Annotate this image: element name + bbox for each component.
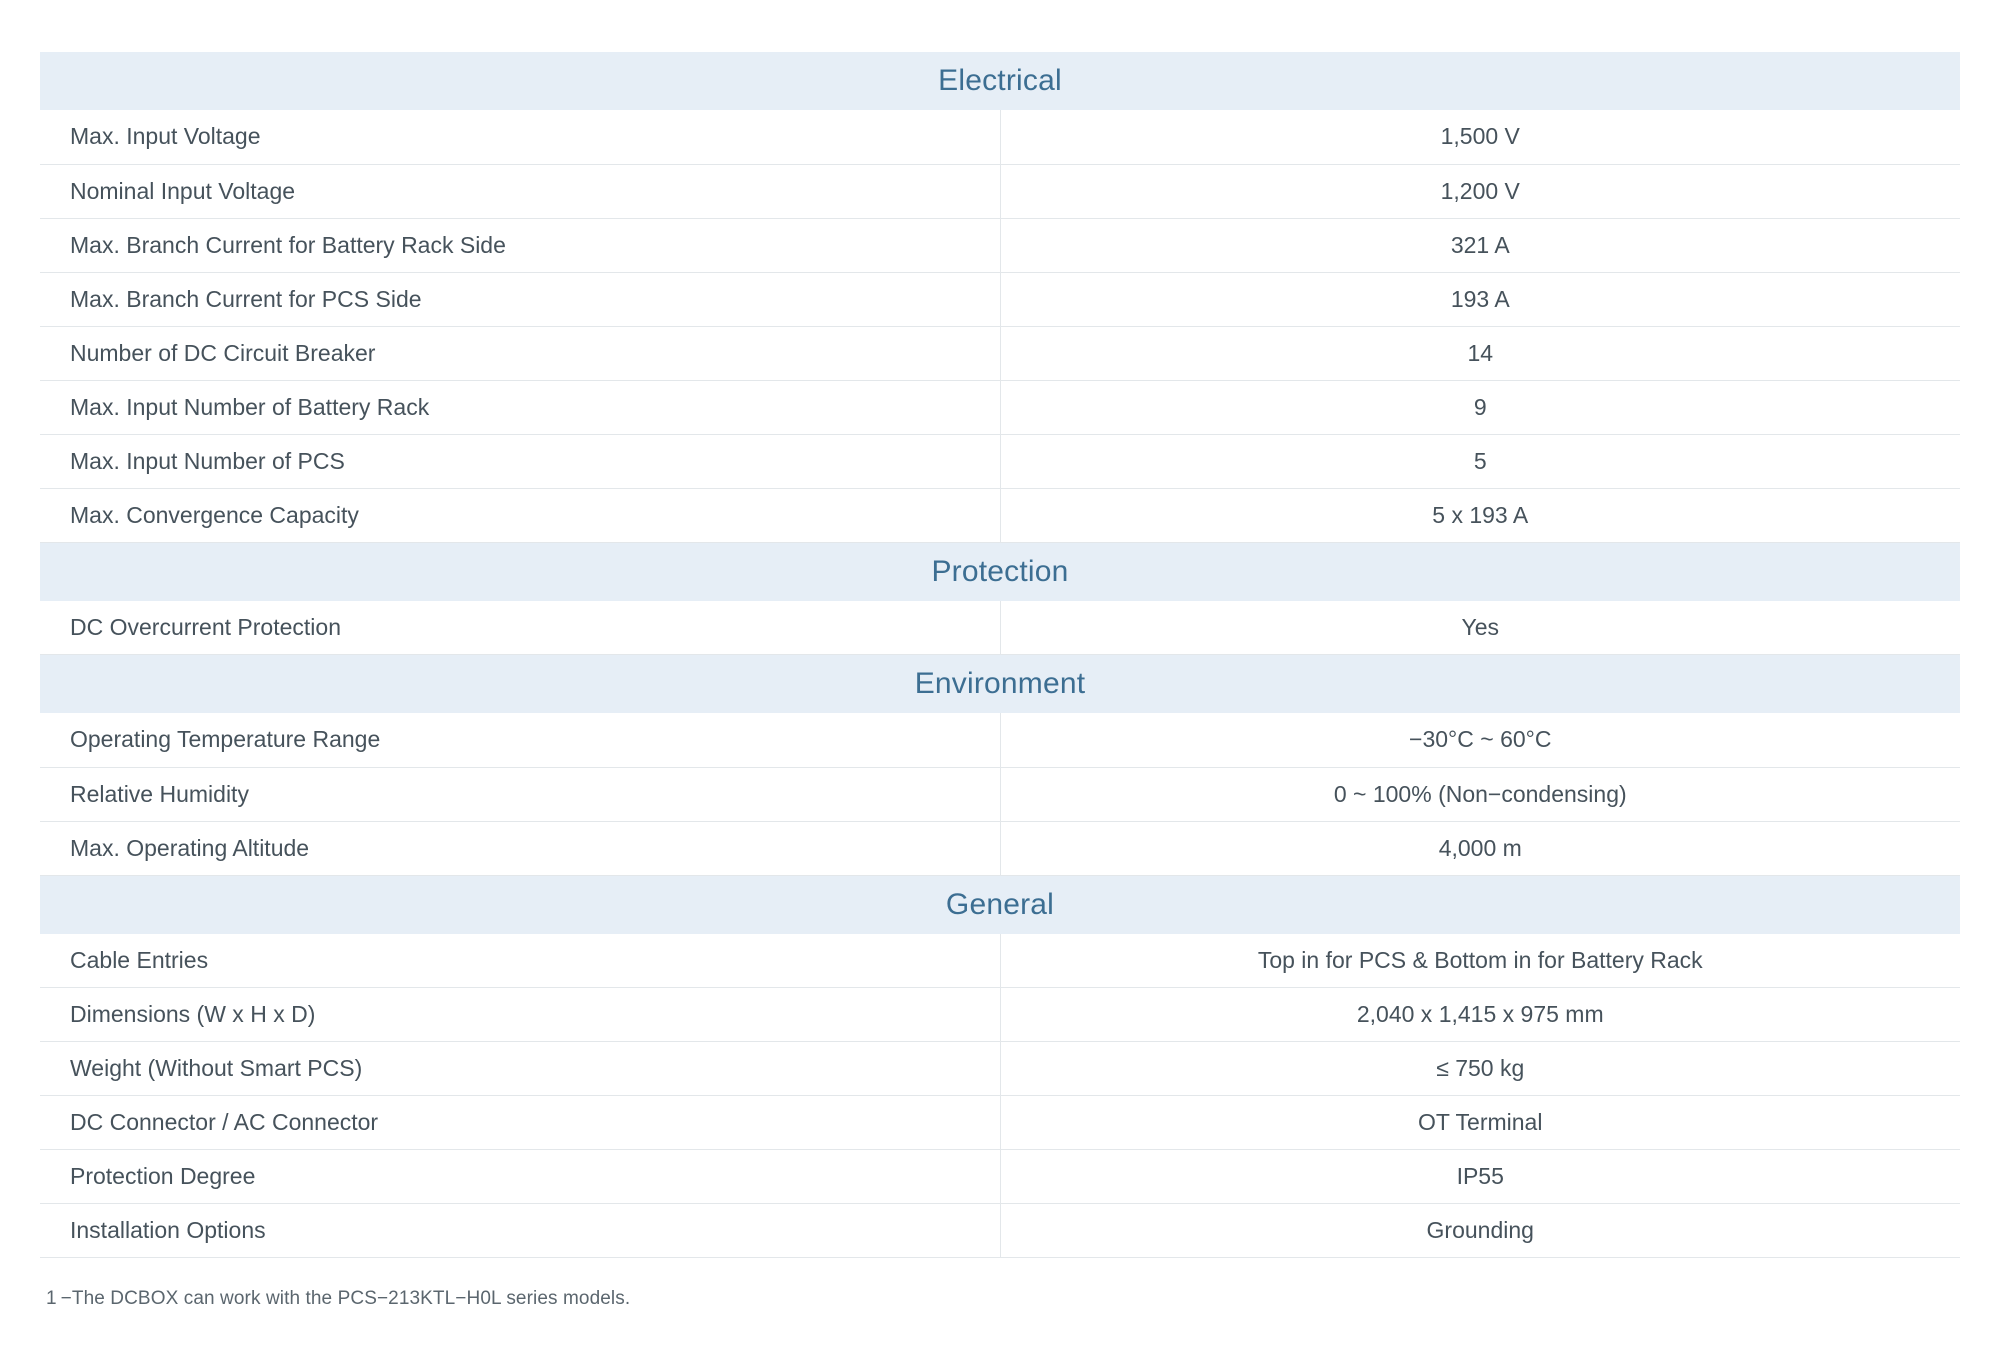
table-row <box>40 1096 1960 1150</box>
table-row <box>40 326 1960 380</box>
spec-label: Max. Branch Current for Battery Rack Side <box>40 218 1000 272</box>
section-header-row <box>40 655 1960 714</box>
spec-label: Operating Temperature Range <box>40 713 1000 767</box>
spec-label: DC Overcurrent Protection <box>40 601 1000 655</box>
spec-label: Max. Input Number of PCS <box>40 434 1000 488</box>
spec-value: IP55 <box>1000 1150 1960 1204</box>
spec-value: 1,500 V <box>1000 110 1960 164</box>
spec-value: 5 x 193 A <box>1000 488 1960 542</box>
spec-value: 321 A <box>1000 218 1960 272</box>
spec-value: Top in for PCS & Bottom in for Battery Rack <box>1000 934 1960 988</box>
spec-label: DC Connector / AC Connector <box>40 1096 1000 1150</box>
table-row <box>40 1042 1960 1096</box>
table-row <box>40 821 1960 875</box>
spec-value: Yes <box>1000 601 1960 655</box>
table-row <box>40 272 1960 326</box>
table-row <box>40 1204 1960 1258</box>
spec-label: Number of DC Circuit Breaker <box>40 326 1000 380</box>
spec-value: Grounding <box>1000 1204 1960 1258</box>
table-row <box>40 713 1960 767</box>
spec-value: 1,200 V <box>1000 164 1960 218</box>
table-row <box>40 988 1960 1042</box>
spec-value: 193 A <box>1000 272 1960 326</box>
spec-label: Nominal Input Voltage <box>40 164 1000 218</box>
spec-label: Max. Input Voltage <box>40 110 1000 164</box>
table-row <box>40 934 1960 988</box>
spec-label: Cable Entries <box>40 934 1000 988</box>
spec-label: Max. Convergence Capacity <box>40 488 1000 542</box>
spec-value: 5 <box>1000 434 1960 488</box>
spec-label: Max. Operating Altitude <box>40 821 1000 875</box>
table-row <box>40 488 1960 542</box>
spec-label: Max. Input Number of Battery Rack <box>40 380 1000 434</box>
footnote-number: 1 <box>46 1288 57 1309</box>
footnote-text: −The DCBOX can work with the PCS−213KTL−H0L series models. <box>60 1288 631 1309</box>
spec-value: OT Terminal <box>1000 1096 1960 1150</box>
table-row <box>40 164 1960 218</box>
table-row <box>40 1150 1960 1204</box>
section-title: Electrical <box>40 52 1960 110</box>
spec-value: 2,040 x 1,415 x 975 mm <box>1000 988 1960 1042</box>
spec-value: 14 <box>1000 326 1960 380</box>
spec-label: Weight (Without Smart PCS) <box>40 1042 1000 1096</box>
spec-value: −30°C ~ 60°C <box>1000 713 1960 767</box>
table-row <box>40 218 1960 272</box>
spec-label: Dimensions (W x H x D) <box>40 988 1000 1042</box>
section-title: Environment <box>40 655 1960 714</box>
spec-value: 4,000 m <box>1000 821 1960 875</box>
table-row <box>40 380 1960 434</box>
section-header-row <box>40 52 1960 110</box>
specifications-table-body <box>40 52 1960 1258</box>
spec-value: ≤ 750 kg <box>1000 1042 1960 1096</box>
spec-label: Max. Branch Current for PCS Side <box>40 272 1000 326</box>
specifications-table <box>40 52 1960 1258</box>
spec-label: Protection Degree <box>40 1150 1000 1204</box>
table-row <box>40 434 1960 488</box>
section-title: Protection <box>40 542 1960 601</box>
spec-label: Installation Options <box>40 1204 1000 1258</box>
section-header-row <box>40 542 1960 601</box>
section-title: General <box>40 875 1960 934</box>
section-header-row <box>40 875 1960 934</box>
spec-label: Relative Humidity <box>40 767 1000 821</box>
table-row <box>40 110 1960 164</box>
table-row <box>40 767 1960 821</box>
spec-value: 0 ~ 100% (Non−condensing) <box>1000 767 1960 821</box>
footnote <box>40 1288 1960 1310</box>
table-row <box>40 601 1960 655</box>
spec-value: 9 <box>1000 380 1960 434</box>
